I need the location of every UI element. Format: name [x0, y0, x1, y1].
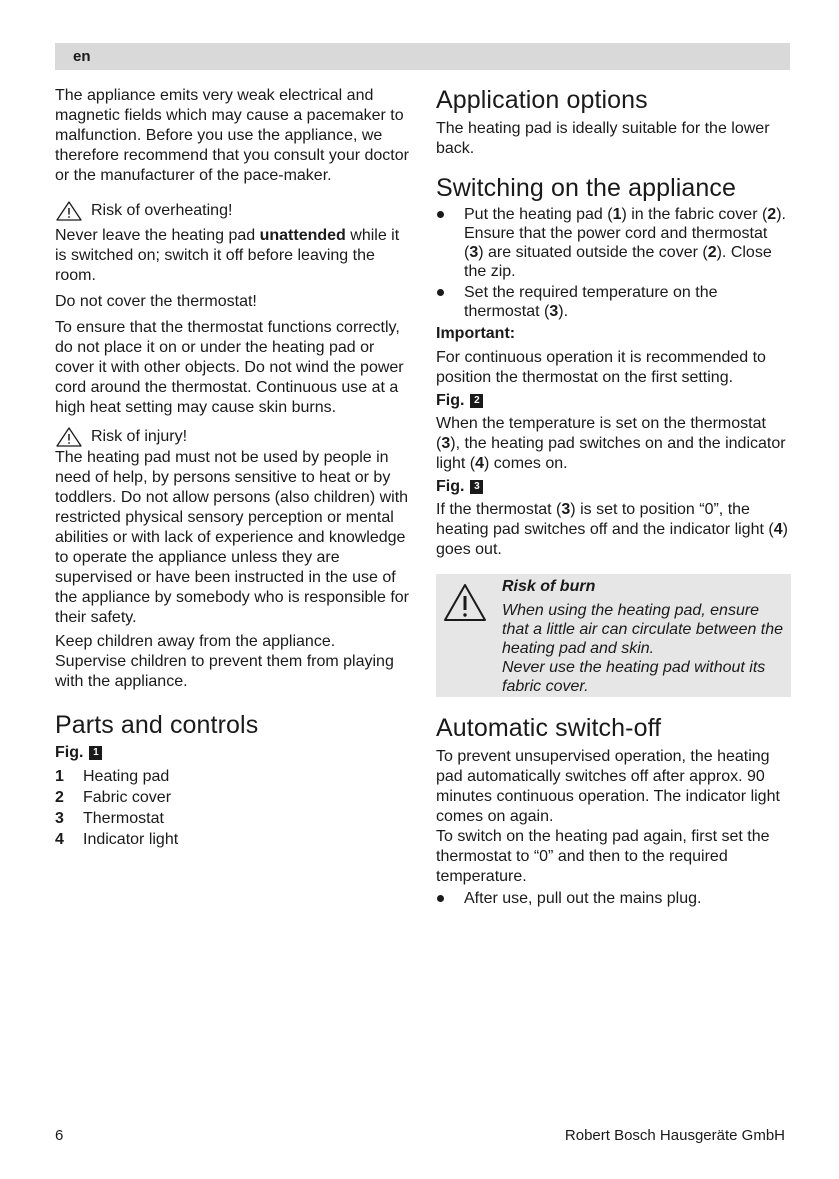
important-label: Important: — [436, 325, 516, 342]
important-text: For continuous operation it is recommended to position the thermostat on the first setting. — [436, 349, 766, 386]
warning-icon — [55, 200, 83, 222]
figure-badge: 3 — [470, 480, 483, 494]
figure-2-text: When the temperature is set on the thermostat (3), the heating pad switches on and the indicator light (4) comes on. — [436, 415, 786, 472]
list-item: 2 Fabric cover — [55, 789, 172, 806]
children-paragraph: Keep children away from the appliance. Supervise children to prevent them from playing with the appliance. — [55, 633, 394, 690]
overheating-text: Never leave the heating pad unattended while it is switched on; switch it off before leaving the room. — [55, 227, 400, 284]
injury-paragraph: The heating pad must not be used by people in need of help, by persons sensitive to heat or by toddlers. Do not allow persons (also children) with restricted physical sensory perception or mental abilities or with lack of experience and knowledge to operate the appliance unless they are supervised or have been instructed in the use of the appliance by somebody who is responsible for their safety. — [55, 449, 409, 626]
page-number: 6 — [55, 1127, 64, 1144]
switching-on-heading: Switching on the appliance — [436, 174, 737, 202]
pacemaker-notice: The appliance emits very weak electrical and magnetic fields which may cause a pacemaker to malfunction. Before you use the appliance, we therefore recommend that you consult your doctor or the manufacturer of the pace-maker. — [55, 87, 409, 184]
parts-heading: Parts and controls — [55, 711, 259, 739]
injury-warning-heading — [55, 426, 410, 448]
injury-title: Risk of injury! — [91, 428, 188, 445]
overheating-warning-heading — [55, 200, 410, 222]
warning-icon — [442, 582, 488, 624]
language-bar — [55, 43, 790, 70]
burn-warning-box — [436, 574, 791, 697]
list-item: 3 Thermostat — [55, 810, 164, 827]
figure-badge: 1 — [89, 746, 102, 760]
left-column — [55, 86, 410, 850]
application-options-text: The heating pad is ideally suitable for the lower back. — [436, 120, 770, 157]
language-code: en — [73, 48, 91, 65]
thermostat-paragraph: To ensure that the thermostat functions correctly, do not place it on or under the heating pad or cover it with other objects. Do not wind the power cord around the thermostat. Continuous use at a high heat setting may cause skin burns. — [55, 319, 404, 416]
overheating-title: Risk of overheating! — [91, 202, 233, 219]
auto-off-paragraph: To prevent unsupervised operation, the heating pad automatically switches off after approx. 90 minutes continuous operation. The indicator light comes on again. — [436, 748, 780, 825]
figure-3-text: If the thermostat (3) is set to position “0”, the heating pad switches off and the indicator light (4) goes out. — [436, 501, 788, 558]
switching-on-steps — [436, 205, 791, 321]
burn-line-1: When using the heating pad, ensure that a little air can circulate between the heating pad and skin. — [502, 602, 784, 657]
figure-badge: 2 — [470, 394, 483, 408]
right-column — [436, 86, 791, 908]
auto-off-paragraph-2: To switch on the heating pad again, first set the thermostat to “0” and then to the required temperature. — [436, 828, 770, 885]
list-item: After use, pull out the mains plug. — [436, 889, 791, 908]
auto-off-steps — [436, 889, 791, 908]
figure-reference: Fig. 3 — [436, 478, 791, 496]
figure-reference: Fig. 2 — [436, 392, 791, 410]
warning-icon — [55, 426, 83, 448]
publisher-name: Robert Bosch Hausgeräte GmbH — [564, 1127, 785, 1144]
figure-reference: Fig. 1 — [55, 744, 410, 762]
auto-off-heading: Automatic switch-off — [436, 714, 662, 742]
list-item: Set the required temperature on the thermostat (3). — [436, 283, 791, 321]
list-item: 4 Indicator light — [55, 831, 179, 848]
parts-list — [55, 766, 410, 850]
list-item: 1 Heating pad — [55, 768, 170, 785]
burn-line-2: Never use the heating pad without its fabric cover. — [502, 659, 766, 695]
thermostat-subhead: Do not cover the thermostat! — [55, 293, 257, 310]
list-item: Put the heating pad (1) in the fabric cover (2). Ensure that the power cord and thermostat (3) are situated outside the cover (2). Close the zip. — [436, 205, 791, 281]
burn-title: Risk of burn — [502, 578, 596, 595]
application-options-heading: Application options — [436, 86, 648, 114]
